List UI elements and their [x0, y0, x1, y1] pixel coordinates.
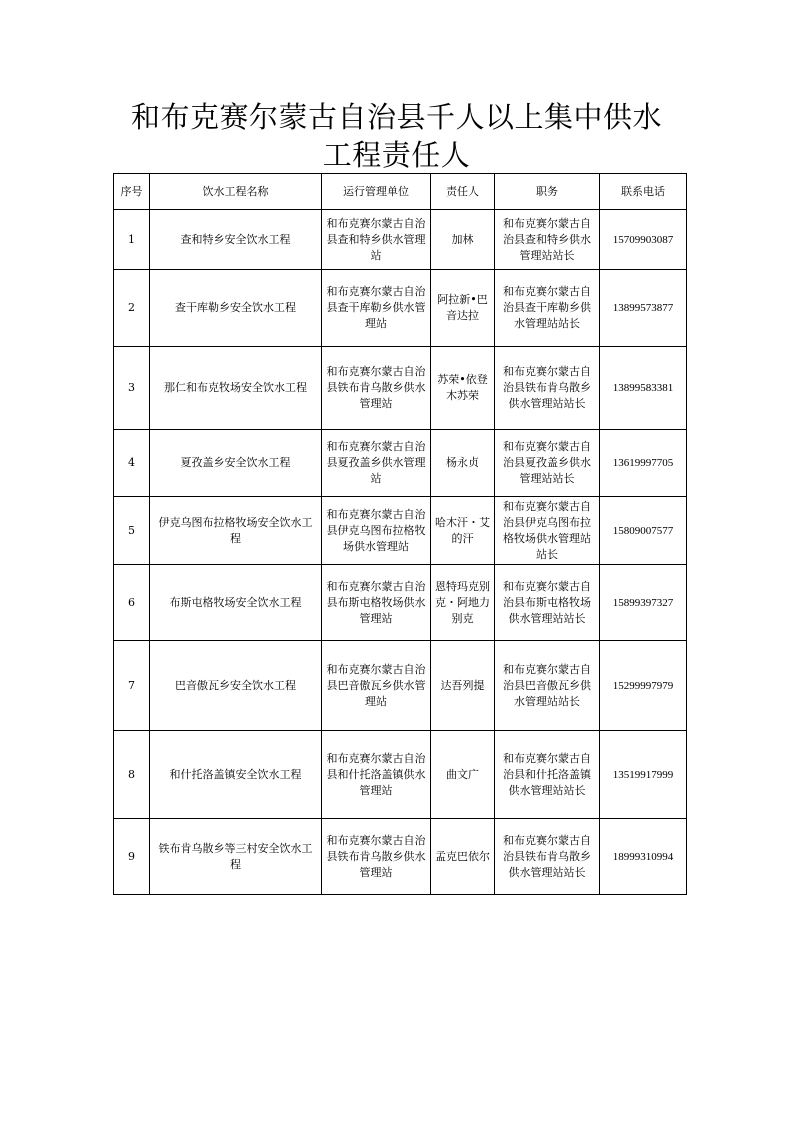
cell-seq: 6 — [114, 565, 150, 641]
header-phone: 联系电话 — [600, 174, 687, 210]
cell-position: 和布克赛尔蒙古自治县和什托洛盖镇供水管理站站长 — [495, 731, 600, 819]
cell-project-name: 和什托洛盖镇安全饮水工程 — [150, 731, 322, 819]
cell-seq: 3 — [114, 347, 150, 430]
cell-responsible-person: 恩特玛克别克・阿地力别克 — [431, 565, 495, 641]
cell-project-name: 布斯屯格牧场安全饮水工程 — [150, 565, 322, 641]
cell-management-unit: 和布克赛尔蒙古自治县伊克乌图布拉格牧场供水管理站 — [322, 497, 431, 565]
cell-position: 和布克赛尔蒙古自治县铁布肯乌散乡供水管理站站长 — [495, 347, 600, 430]
table-row — [114, 270, 687, 347]
cell-responsible-person: 苏荣•依登木苏荣 — [431, 347, 495, 430]
table-row — [114, 347, 687, 430]
cell-responsible-person: 阿拉新•巴音达拉 — [431, 270, 495, 347]
cell-position: 和布克赛尔蒙古自治县查干库勒乡供水管理站站长 — [495, 270, 600, 347]
cell-phone: 13619997705 — [600, 430, 687, 497]
cell-project-name: 伊克乌图布拉格牧场安全饮水工程 — [150, 497, 322, 565]
table-row — [114, 210, 687, 270]
header-position: 职务 — [495, 174, 600, 210]
table-row — [114, 641, 687, 731]
cell-responsible-person: 孟克巴依尔 — [431, 819, 495, 895]
cell-position: 和布克赛尔蒙古自治县布斯屯格牧场供水管理站站长 — [495, 565, 600, 641]
header-management-unit: 运行管理单位 — [322, 174, 431, 210]
cell-responsible-person: 加林 — [431, 210, 495, 270]
cell-project-name: 夏孜盖乡安全饮水工程 — [150, 430, 322, 497]
cell-phone: 15809007577 — [600, 497, 687, 565]
cell-management-unit: 和布克赛尔蒙古自治县铁布肯乌散乡供水管理站 — [322, 819, 431, 895]
cell-seq: 1 — [114, 210, 150, 270]
cell-responsible-person: 杨永贞 — [431, 430, 495, 497]
cell-position: 和布克赛尔蒙古自治县伊克乌图布拉格牧场供水管理站站长 — [495, 497, 600, 565]
cell-project-name: 查干库勒乡安全饮水工程 — [150, 270, 322, 347]
cell-phone: 13899573877 — [600, 270, 687, 347]
table-row — [114, 430, 687, 497]
cell-management-unit: 和布克赛尔蒙古自治县查干库勒乡供水管理站 — [322, 270, 431, 347]
header-responsible-person: 责任人 — [431, 174, 495, 210]
cell-project-name: 那仁和布克牧场安全饮水工程 — [150, 347, 322, 430]
cell-seq: 7 — [114, 641, 150, 731]
cell-position: 和布克赛尔蒙古自治县查和特乡供水管理站站长 — [495, 210, 600, 270]
table-row — [114, 731, 687, 819]
cell-management-unit: 和布克赛尔蒙古自治县查和特乡供水管理站 — [322, 210, 431, 270]
cell-seq: 8 — [114, 731, 150, 819]
cell-seq: 9 — [114, 819, 150, 895]
cell-management-unit: 和布克赛尔蒙古自治县铁布肯乌散乡供水管理站 — [322, 347, 431, 430]
cell-phone: 13519917999 — [600, 731, 687, 819]
cell-position: 和布克赛尔蒙古自治县巴音傲瓦乡供水管理站站长 — [495, 641, 600, 731]
table-row — [114, 565, 687, 641]
table-row — [114, 497, 687, 565]
cell-project-name: 铁布肯乌散乡等三村安全饮水工程 — [150, 819, 322, 895]
cell-seq: 4 — [114, 430, 150, 497]
cell-phone: 15299997979 — [600, 641, 687, 731]
page-title: 和布克赛尔蒙古自治县千人以上集中供水 — [130, 100, 662, 134]
responsibility-table — [113, 173, 687, 895]
cell-project-name: 查和特乡安全饮水工程 — [150, 210, 322, 270]
cell-management-unit: 和布克赛尔蒙古自治县和什托洛盖镇供水管理站 — [322, 731, 431, 819]
cell-position: 和布克赛尔蒙古自治县夏孜盖乡供水管理站站长 — [495, 430, 600, 497]
cell-position: 和布克赛尔蒙古自治县铁布肯乌散乡供水管理站站长 — [495, 819, 600, 895]
cell-phone: 18999310994 — [600, 819, 687, 895]
cell-management-unit: 和布克赛尔蒙古自治县布斯屯格牧场供水管理站 — [322, 565, 431, 641]
cell-management-unit: 和布克赛尔蒙古自治县巴音傲瓦乡供水管理站 — [322, 641, 431, 731]
cell-project-name: 巴音傲瓦乡安全饮水工程 — [150, 641, 322, 731]
cell-seq: 2 — [114, 270, 150, 347]
cell-phone: 15709903087 — [600, 210, 687, 270]
table-row — [114, 819, 687, 895]
cell-responsible-person: 达吾列提 — [431, 641, 495, 731]
page-title-continued: 工程责任人 — [322, 138, 471, 172]
cell-responsible-person: 曲文广 — [431, 731, 495, 819]
cell-phone: 13899583381 — [600, 347, 687, 430]
cell-management-unit: 和布克赛尔蒙古自治县夏孜盖乡供水管理站 — [322, 430, 431, 497]
cell-phone: 15899397327 — [600, 565, 687, 641]
cell-responsible-person: 哈木汗・艾的汗 — [431, 497, 495, 565]
table-header-row — [114, 174, 687, 210]
header-project-name: 饮水工程名称 — [150, 174, 322, 210]
cell-seq: 5 — [114, 497, 150, 565]
header-seq: 序号 — [114, 174, 150, 210]
